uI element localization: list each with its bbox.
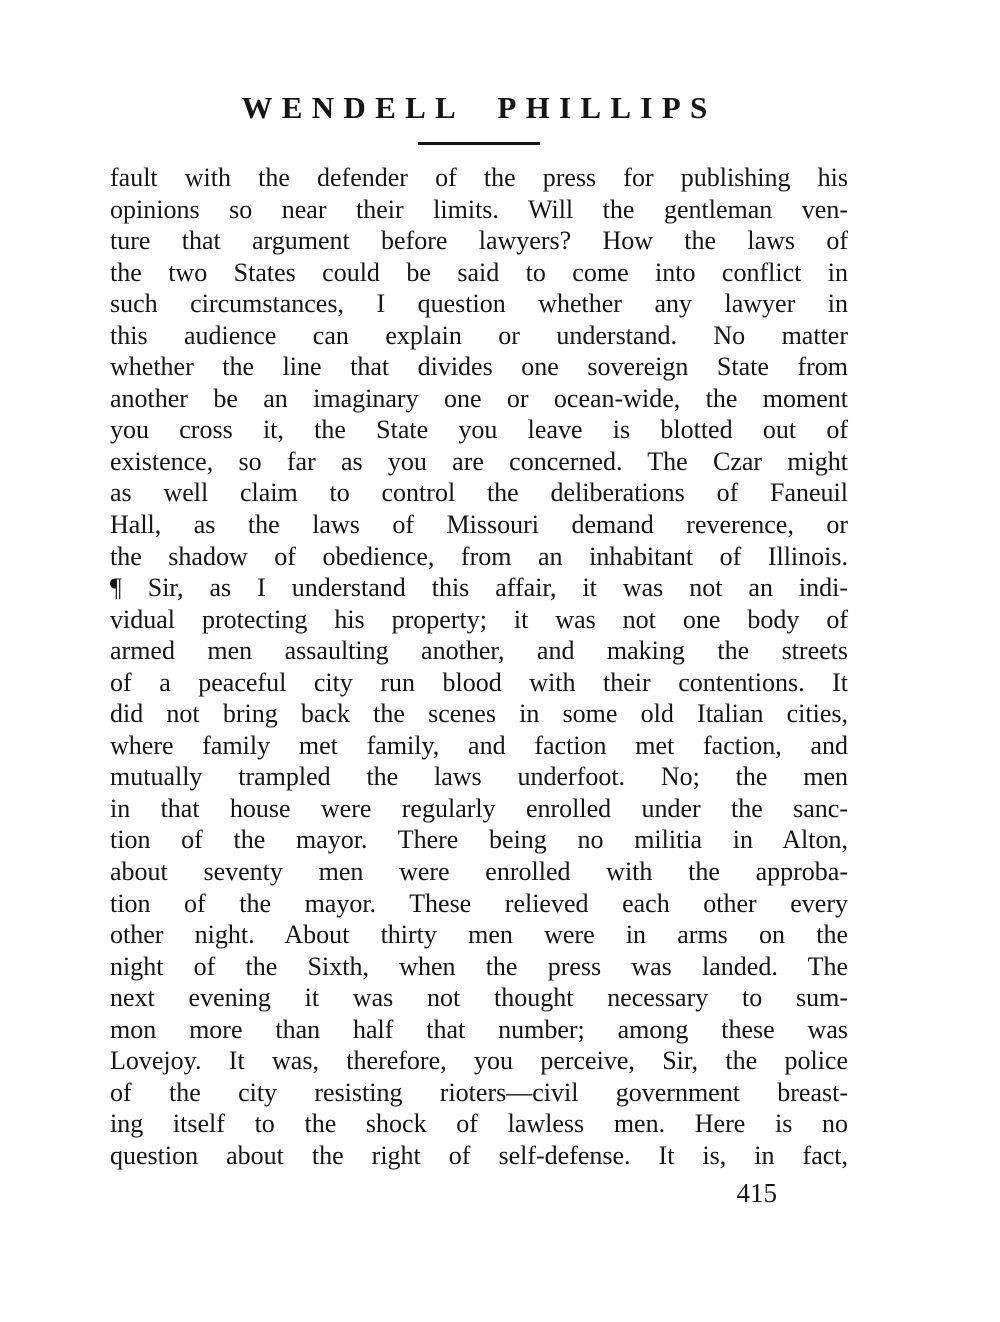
text-line: vidual protecting his property; it was not one body of [110, 604, 848, 634]
text-line: you cross it, the State you leave is blotted out of [110, 415, 848, 445]
text-line: this audience can explain or understand. No matter [110, 320, 848, 350]
text-line: other night. About thirty men were in arms on the [110, 920, 848, 950]
text-line: tion of the mayor. These relieved each other every [110, 888, 848, 918]
text-line: next evening it was not thought necessary to sum- [110, 983, 848, 1013]
text-line: fault with the defender of the press for publishing his [110, 163, 848, 192]
text-line: another be an imaginary one or ocean-wide, the moment [110, 383, 848, 413]
body-text-block [110, 162, 848, 1172]
text-line: ture that argument before lawyers? How the laws of [110, 226, 848, 256]
text-line: question about the right of self-defense. It is, in fact, [110, 1140, 848, 1170]
text-line: mon more than half that number; among these was [110, 1014, 848, 1044]
text-line: about seventy men were enrolled with the approba- [110, 857, 848, 887]
text-line: did not bring back the scenes in some old Italian cities, [110, 699, 848, 729]
text-line: ¶ Sir, as I understand this affair, it was not an indi- [110, 573, 848, 603]
text-line: existence, so far as you are concerned. The Czar might [110, 446, 848, 476]
text-line: as well claim to control the deliberations of Faneuil [110, 478, 848, 508]
text-line: Hall, as the laws of Missouri demand reverence, or [110, 510, 848, 540]
text-line: where family met family, and faction met faction, and [110, 730, 848, 760]
text-line: night of the Sixth, when the press was landed. The [110, 951, 848, 981]
text-line: whether the line that divides one sovereign State from [110, 352, 848, 382]
text-line: ing itself to the shock of lawless men. Here is no [110, 1109, 848, 1139]
text-line: the two States could be said to come into conflict in [110, 257, 848, 287]
page-content [110, 86, 848, 1209]
header-divider-rule [418, 142, 540, 145]
text-line: armed men assaulting another, and making the streets [110, 636, 848, 666]
text-line: of the city resisting rioters—civil government breast- [110, 1077, 848, 1107]
text-line: Lovejoy. It was, therefore, you perceive, Sir, the police [110, 1046, 848, 1076]
text-line: mutually trampled the laws underfoot. No; the men [110, 762, 848, 792]
text-line: such circumstances, I question whether any lawyer in [110, 289, 848, 319]
text-line: of a peaceful city run blood with their contentions. It [110, 667, 848, 697]
text-line: in that house were regularly enrolled under the sanc- [110, 793, 848, 823]
page-header-title: WENDELL PHILLIPS [241, 90, 717, 125]
text-line: tion of the mayor. There being no militia in Alton, [110, 825, 848, 855]
page-number: 415 [736, 1177, 777, 1208]
text-line: the shadow of obedience, from an inhabitant of Illinois. [110, 541, 848, 571]
text-line: opinions so near their limits. Will the gentleman ven- [110, 194, 848, 224]
